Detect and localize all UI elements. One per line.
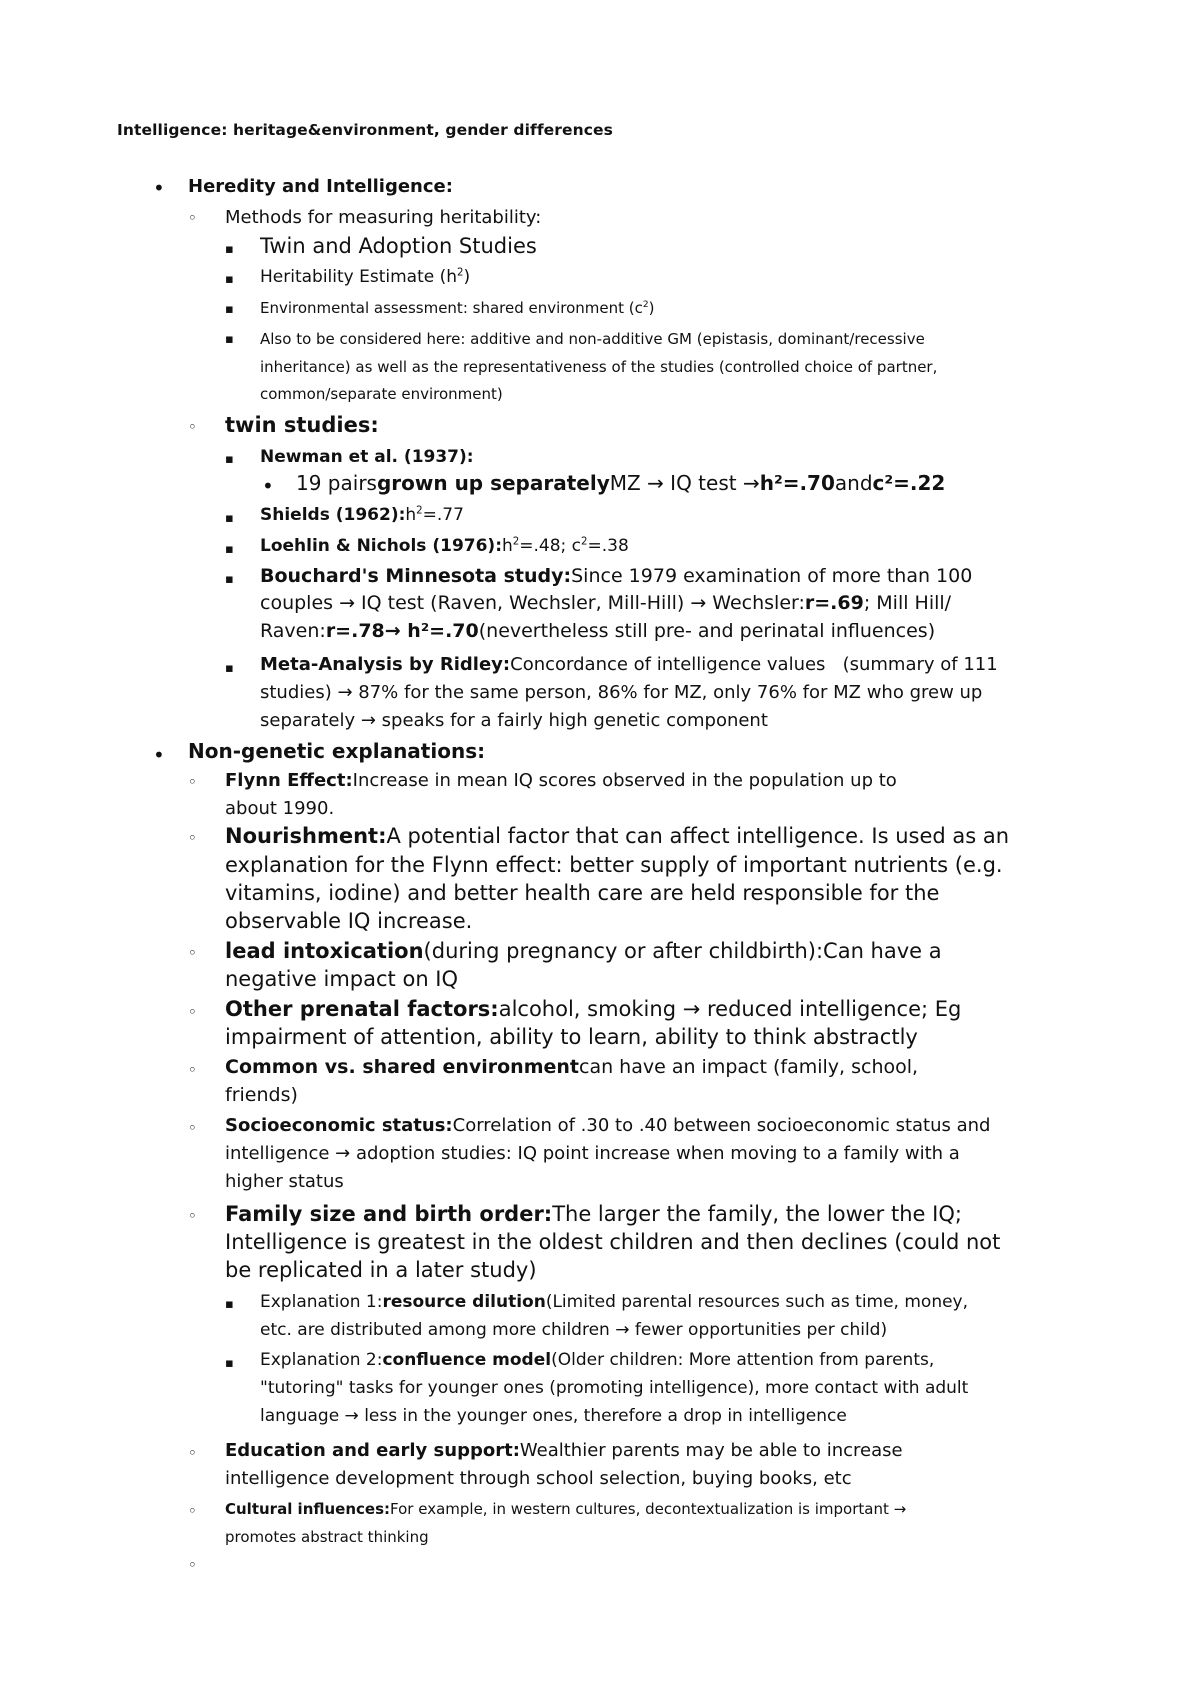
- flynn-line-2: about 1990.: [225, 798, 335, 819]
- bullet-level3: ▪: [225, 1356, 234, 1371]
- explanation1-line-2: etc. are distributed among more children → fewer opportunities per child): [260, 1320, 888, 1340]
- common-env-line-2: friends): [225, 1084, 298, 1106]
- bullet-level2: ◦: [188, 1003, 197, 1021]
- bullet-level2: ◦: [188, 1061, 197, 1079]
- explanation1-line-1: Explanation 1:resource dilution(Limited parental resources such as time, money,: [260, 1292, 969, 1312]
- bullet-level2: ◦: [188, 209, 197, 227]
- bullet-level3: ▪: [225, 572, 234, 587]
- bullet-level2: ◦: [188, 1556, 197, 1574]
- environmental-assessment-item: Environmental assessment: shared environment $(c^2)$: [260, 299, 655, 317]
- flynn-line-1: Flynn Effect:Increase in mean IQ scores observed in the population up to: [225, 770, 897, 791]
- twin-adoption-item: Twin and Adoption Studies: [260, 234, 537, 258]
- bullet-level1: •: [153, 743, 165, 767]
- nourishment-line-2: explanation for the Flynn effect: better supply of important nutrients (e.g.: [225, 853, 1003, 877]
- lead-line-2: negative impact on IQ: [225, 967, 459, 991]
- explanation2-line-2: "tutoring" tasks for younger ones (promoting intelligence), more contact with adult: [260, 1378, 969, 1398]
- lead-line-1: lead intoxication(during pregnancy or after childbirth):Can have a: [225, 939, 942, 963]
- heredity-heading: Heredity and Intelligence:: [188, 176, 453, 197]
- bullet-level3: ▪: [225, 272, 234, 287]
- nourishment-line-3: vitamins, iodine) and better health care are held responsible for the: [225, 881, 940, 905]
- bullet-level1: •: [153, 176, 165, 200]
- considerations-line-1: Also to be considered here: additive and non-additive GM (epistasis, dominant/recessive: [260, 330, 925, 348]
- nourishment-line-4: observable IQ increase.: [225, 909, 473, 933]
- nourishment-line-1: Nourishment:A potential factor that can affect intelligence. Is used as an: [225, 824, 1010, 848]
- education-line-1: Education and early support:Wealthier parents may be able to increase: [225, 1440, 903, 1461]
- bullet-level3: ▪: [225, 542, 234, 557]
- bullet-level3: ▪: [225, 452, 234, 467]
- prenatal-line-1: Other prenatal factors:alcohol, smoking → reduced intelligence; Eg: [225, 997, 962, 1021]
- bullet-level2: ◦: [188, 944, 197, 962]
- heritability-estimate-item: Heritability Estimate $(h^2)$: [260, 267, 471, 287]
- bouchard-line-2: couples → IQ test (Raven, Wechsler, Mill-Hill) → Wechsler:r=.69; Mill Hill/: [260, 592, 952, 614]
- ses-line-2: intelligence → adoption studies: IQ point increase when moving to a family with a: [225, 1143, 960, 1164]
- considerations-line-3: common/separate environment): [260, 385, 503, 403]
- bullet-level2: ◦: [188, 1119, 197, 1137]
- bouchard-line-1: Bouchard's Minnesota study:Since 1979 examination of more than 100: [260, 565, 973, 587]
- ses-line-3: higher status: [225, 1171, 344, 1192]
- family-line-2: Intelligence is greatest in the oldest children and then declines (could not: [225, 1230, 1001, 1254]
- shields-item: Shields $(1962):h^2=.77$: [260, 505, 464, 525]
- loehlin-item: Loehlin & Nichols $(1976):h^2=.48$; $c^2=.38$: [260, 536, 629, 556]
- considerations-line-2: inheritance) as well as the representativeness of the studies (controlled choice of partner,: [260, 358, 938, 376]
- ses-line-1: Socioeconomic status:Correlation of .30 to .40 between socioeconomic status and: [225, 1115, 991, 1136]
- bullet-level3: ▪: [225, 332, 234, 347]
- education-line-2: intelligence development through school selection, buying books, etc: [225, 1468, 852, 1489]
- common-env-line-1: Common vs. shared environmentcan have an impact (family, school,: [225, 1056, 919, 1078]
- bullet-level2: ◦: [188, 773, 197, 791]
- meta-analysis-line-2: studies) → 87% for the same person, 86% for MZ, only 76% for MZ who grew up: [260, 682, 983, 703]
- bullet-level3: ▪: [225, 511, 234, 526]
- twin-studies-heading: twin studies:: [225, 413, 379, 437]
- meta-analysis-line-3: separately → speaks for a fairly high genetic component: [260, 710, 768, 731]
- newman-label: Newman et al. (1937):: [260, 447, 474, 467]
- newman-detail: 19 pairsgrown up separatelyMZ → IQ test →h²=.70andc²=.22: [296, 471, 946, 495]
- bouchard-line-3: Raven:r=.78→ h²=.70(nevertheless still pre- and perinatal influences): [260, 620, 936, 642]
- bullet-level2: ◦: [188, 1207, 197, 1225]
- bullet-level3: ▪: [225, 1297, 234, 1312]
- bullet-level2: ◦: [188, 829, 197, 847]
- methods-label: Methods for measuring heritability:: [225, 207, 542, 228]
- bullet-level3: ▪: [225, 661, 234, 676]
- prenatal-line-2: impairment of attention, ability to learn, ability to think abstractly: [225, 1025, 918, 1049]
- explanation2-line-1: Explanation 2:confluence model(Older children: More attention from parents,: [260, 1350, 935, 1370]
- bullet-level2: ◦: [188, 1444, 197, 1462]
- page-title: Intelligence: heritage&environment, gender differences: [117, 121, 613, 139]
- family-line-1: Family size and birth order:The larger the family, the lower the IQ;: [225, 1202, 962, 1226]
- family-line-3: be replicated in a later study): [225, 1258, 537, 1282]
- bullet-level2: ◦: [188, 418, 197, 436]
- meta-analysis-line-1: Meta-Analysis by Ridley:Concordance of intelligence values (summary of 111: [260, 654, 998, 675]
- bullet-level1: •: [262, 474, 274, 498]
- explanation2-line-3: language → less in the younger ones, therefore a drop in intelligence: [260, 1406, 847, 1426]
- nongenetic-heading: Non-genetic explanations:: [188, 739, 486, 763]
- bullet-level3: ▪: [225, 302, 234, 317]
- bullet-level2: ◦: [188, 1502, 197, 1520]
- bullet-level3: ▪: [225, 242, 234, 257]
- cultural-line-1: Cultural influences:For example, in western cultures, decontextualization is important →: [225, 1500, 907, 1518]
- cultural-line-2: promotes abstract thinking: [225, 1528, 429, 1546]
